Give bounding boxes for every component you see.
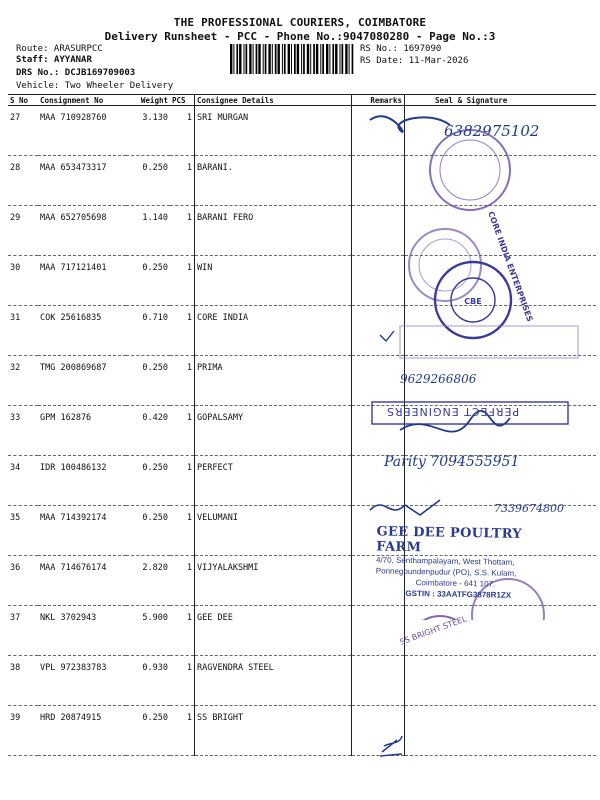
table-header-row (8, 95, 596, 106)
staff-name: AYYANAR (53, 55, 92, 65)
table-row (8, 356, 596, 406)
row-seal (405, 206, 597, 256)
col-remarks-header: Remarks (352, 95, 405, 106)
row-weight: 0.710 (126, 306, 170, 356)
row-seal (405, 156, 597, 206)
row-pcs: 1 (170, 306, 195, 356)
row-consignment: TMG 200869687 (38, 356, 126, 406)
row-pcs: 1 (170, 606, 195, 656)
row-seal (405, 606, 597, 656)
farm-address-3: Coimbatore - 641 107. (415, 578, 496, 589)
row-consignee: GOPALSAMY (195, 406, 352, 456)
farm-address-1: 4/70, Senthampalayam, West Thottam, (375, 555, 515, 567)
col-pcs-header: PCS (170, 95, 195, 106)
table-row (8, 306, 596, 356)
table-row (8, 206, 596, 256)
row-sno: 37 (8, 606, 38, 656)
staff-row (16, 55, 92, 66)
farm-gstin: GSTIN : 33AATFG3878R1ZX (405, 588, 512, 600)
row-seal (405, 256, 597, 306)
row-consignee: VELUMANI (195, 506, 352, 556)
gee-dee-stamp (375, 524, 556, 601)
handwritten-phone-36: 7339674800 (494, 502, 564, 515)
farm-name: GEE DEE POULTRY FARM (376, 524, 523, 556)
row-pcs: 1 (170, 356, 195, 406)
row-remarks (352, 106, 405, 156)
row-pcs: 1 (170, 506, 195, 556)
drs-number: DCJB169709003 (64, 68, 136, 78)
col-sno-header: S No (8, 95, 38, 106)
row-consignment: COK 25616835 (38, 306, 126, 356)
row-remarks (352, 606, 405, 656)
row-consignee: GEE DEE (195, 606, 352, 656)
row-consignee: RAGVENDRA STEEL (195, 656, 352, 706)
col-consignee-header: Consignee Details (195, 95, 352, 106)
row-pcs: 1 (170, 556, 195, 606)
row-remarks (352, 156, 405, 206)
row-consignee: WIN (195, 256, 352, 306)
row-sno: 28 (8, 156, 38, 206)
row-consignee: PRIMA (195, 356, 352, 406)
handwritten-phone-33: 9629266806 (400, 372, 477, 386)
barcode-image (230, 44, 356, 74)
handwritten-phone-35: Parity 7094555951 (384, 454, 520, 470)
row-seal (405, 306, 597, 356)
row-sno: 30 (8, 256, 38, 306)
row-weight: 0.930 (126, 656, 170, 706)
row-sno: 35 (8, 506, 38, 556)
row-consignment: MAA 653473317 (38, 156, 126, 206)
row-remarks (352, 206, 405, 256)
row-sno: 27 (8, 106, 38, 156)
row-weight: 2.820 (126, 556, 170, 606)
row-consignment: MAA 717121401 (38, 256, 126, 306)
row-pcs: 1 (170, 656, 195, 706)
row-consignment: MAA 714676174 (38, 556, 126, 606)
row-sno: 32 (8, 356, 38, 406)
svg-text:CBE: CBE (464, 297, 482, 306)
row-consignee: SRI MURGAN (195, 106, 352, 156)
row-remarks (352, 256, 405, 306)
row-sno: 33 (8, 406, 38, 456)
row-sno: 36 (8, 556, 38, 606)
row-pcs: 1 (170, 706, 195, 756)
row-consignee: PERFECT (195, 456, 352, 506)
row-remarks (352, 706, 405, 756)
col-weight-header: Weight (126, 95, 170, 106)
vehicle-label: Vehicle: Two Wheeler Delivery (16, 81, 174, 91)
row-consignment: IDR 100486132 (38, 456, 126, 506)
row-sno: 34 (8, 456, 38, 506)
drs-row (16, 68, 135, 79)
row-remarks (352, 656, 405, 706)
row-pcs: 1 (170, 156, 195, 206)
ss-bright-stamp: SS BRIGHT STEEL (398, 614, 468, 647)
rs-number: RS No.: 1697090 (360, 44, 442, 54)
table-row (8, 406, 596, 456)
row-consignment: MAA 710928760 (38, 106, 126, 156)
company-title: THE PROFESSIONAL COURIERS, COIMBATORE (173, 16, 427, 29)
row-consignee: VIJYALAKSHMI (195, 556, 352, 606)
row-consignee: CORE INDIA (195, 306, 352, 356)
row-sno: 31 (8, 306, 38, 356)
row-weight: 0.250 (126, 156, 170, 206)
table-row (8, 606, 596, 656)
row-weight: 3.130 (126, 106, 170, 156)
row-pcs: 1 (170, 206, 195, 256)
row-sno: 38 (8, 656, 38, 706)
core-india-stamp: CORE INDIA ENTERPRISES (486, 210, 535, 323)
table-row (8, 156, 596, 206)
row-consignment: GPM 162876 (38, 406, 126, 456)
row-consignment: NKL 3702943 (38, 606, 126, 656)
row-weight: 1.140 (126, 206, 170, 256)
row-seal (405, 656, 597, 706)
row-pcs: 1 (170, 106, 195, 156)
row-consignee: BARANI FERO (195, 206, 352, 256)
col-consignment-header: Consignment No (38, 95, 126, 106)
row-remarks (352, 356, 405, 406)
row-weight: 0.250 (126, 256, 170, 306)
route-label: Route: ARASURPCC (16, 44, 103, 54)
table-row (8, 706, 596, 756)
runsheet-subtitle: Delivery Runsheet - PCC - Phone No.:9047080280 - Page No.:3 (104, 30, 496, 43)
row-pcs: 1 (170, 456, 195, 506)
table-row (8, 656, 596, 706)
row-consignee: SS BRIGHT (195, 706, 352, 756)
col-seal-header: Seal & Signature (405, 95, 597, 106)
row-seal (405, 406, 597, 456)
row-weight: 0.250 (126, 456, 170, 506)
perfect-engineers-stamp: PERFECT ENGINEERS (386, 405, 520, 418)
row-remarks (352, 406, 405, 456)
row-consignment: VPL 972383783 (38, 656, 126, 706)
row-weight: 0.250 (126, 506, 170, 556)
row-sno: 29 (8, 206, 38, 256)
row-pcs: 1 (170, 406, 195, 456)
row-seal (405, 706, 597, 756)
row-consignment: MAA 652705698 (38, 206, 126, 256)
row-remarks (352, 306, 405, 356)
row-pcs: 1 (170, 256, 195, 306)
table-row (8, 256, 596, 306)
row-weight: 0.250 (126, 706, 170, 756)
row-consignment: HRD 20874915 (38, 706, 126, 756)
row-weight: 5.900 (126, 606, 170, 656)
row-sno: 39 (8, 706, 38, 756)
drs-label: DRS No.: (16, 68, 60, 78)
farm-address-2: Ponnegoundenpudur (PO), S.S. Kulam, (375, 566, 517, 578)
row-consignment: MAA 714392174 (38, 506, 126, 556)
row-weight: 0.420 (126, 406, 170, 456)
handwritten-phone-27: 6382975102 (444, 122, 540, 140)
row-weight: 0.250 (126, 356, 170, 406)
row-consignee: BARANI. (195, 156, 352, 206)
rs-date: RS Date: 11-Mar-2026 (360, 56, 469, 66)
runsheet-table (8, 94, 596, 756)
staff-label: Staff: (16, 55, 49, 65)
